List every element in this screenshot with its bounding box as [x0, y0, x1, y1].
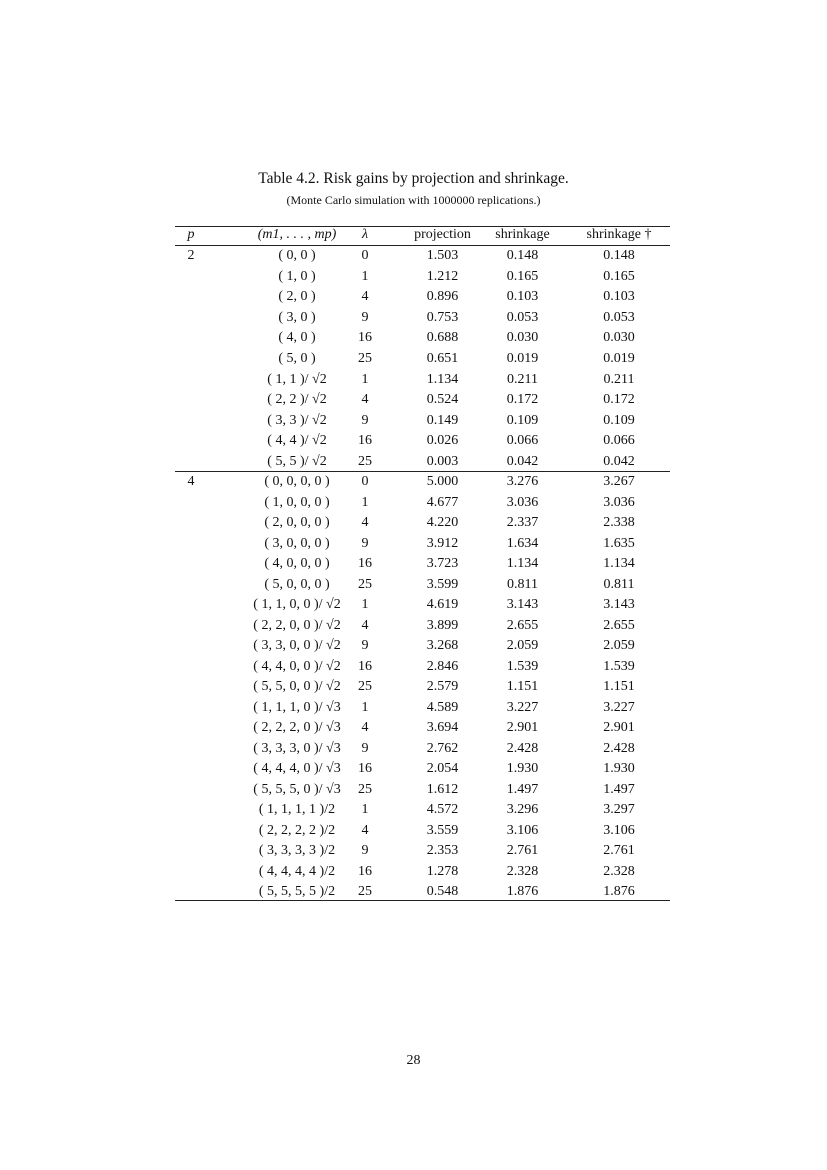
cell-shrinkage-dagger: 2.328 — [603, 863, 635, 879]
cell-shrinkage-dagger: 0.053 — [603, 309, 635, 325]
cell-lambda: 25 — [358, 884, 372, 899]
table-row — [175, 657, 670, 678]
cell-lambda: 25 — [358, 351, 372, 366]
cell-lambda: 25 — [358, 781, 372, 797]
cell-lambda: 16 — [358, 863, 372, 879]
cell-shrinkage-dagger: 1.930 — [603, 761, 635, 776]
cell-shrinkage: 2.428 — [506, 740, 539, 756]
header-p: p — [187, 227, 195, 242]
table-row — [175, 800, 670, 821]
cell-m: ( 1, 0, 0, 0 ) — [264, 494, 330, 510]
cell-shrinkage-dagger: 2.761 — [603, 843, 635, 858]
cell-shrinkage: 0.066 — [506, 433, 539, 449]
cell-projection: 1.503 — [426, 248, 459, 263]
cell-projection: 0.003 — [426, 454, 459, 469]
cell-m: ( 4, 0, 0, 0 ) — [264, 556, 330, 571]
cell-lambda: 4 — [361, 720, 369, 735]
cell-shrinkage-dagger: 3.036 — [603, 494, 635, 510]
cell-shrinkage: 1.497 — [506, 781, 539, 797]
cell-lambda: 16 — [358, 556, 372, 571]
cell-shrinkage-dagger: 1.497 — [603, 781, 635, 797]
cell-m: ( 3, 3, 0, 0 )/ √2 — [253, 638, 341, 653]
header-shrinkage: shrinkage — [495, 227, 550, 242]
cell-shrinkage-dagger: 0.211 — [603, 371, 635, 387]
cell-projection: 4.677 — [426, 494, 459, 510]
table-row — [175, 554, 670, 575]
cell-projection: 0.149 — [426, 412, 459, 428]
cell-lambda: 16 — [358, 658, 372, 674]
cell-m: ( 4, 4, 4, 0 )/ √3 — [253, 761, 341, 776]
cell-projection: 0.753 — [426, 309, 459, 325]
cell-m: ( 0, 0 ) — [278, 248, 316, 263]
cell-shrinkage: 0.165 — [506, 268, 539, 284]
cell-shrinkage-dagger: 0.066 — [603, 433, 635, 449]
cell-shrinkage: 0.109 — [506, 412, 539, 428]
table-row — [175, 882, 670, 903]
table-row — [175, 636, 670, 657]
table-row — [175, 513, 670, 534]
table-row — [175, 452, 670, 473]
cell-shrinkage-dagger: 1.134 — [603, 556, 635, 571]
cell-shrinkage: 2.761 — [506, 843, 539, 858]
cell-lambda: 1 — [361, 268, 369, 284]
cell-projection: 1.212 — [426, 268, 459, 284]
cell-shrinkage-dagger: 2.428 — [603, 740, 635, 756]
table-row — [175, 411, 670, 432]
table-row — [175, 472, 670, 493]
cell-projection: 2.353 — [426, 843, 459, 858]
cell-shrinkage: 1.539 — [506, 658, 539, 674]
cell-shrinkage: 1.134 — [506, 556, 539, 571]
cell-shrinkage: 0.211 — [507, 371, 538, 387]
cell-shrinkage-dagger: 1.635 — [603, 535, 635, 551]
cell-lambda: 0 — [361, 474, 369, 489]
cell-m: ( 1, 1, 0, 0 )/ √2 — [253, 597, 341, 612]
cell-m: ( 2, 0 ) — [278, 289, 316, 305]
header-shrinkage-dagger: shrinkage † — [586, 227, 652, 242]
cell-m: ( 3, 3, 3, 0 )/ √3 — [253, 740, 341, 756]
cell-shrinkage: 0.148 — [506, 248, 539, 263]
cell-lambda: 9 — [361, 638, 369, 653]
group-p-label: 2 — [187, 248, 195, 263]
cell-lambda: 4 — [361, 822, 369, 838]
cell-m: ( 1, 1, 1, 1 )/2 — [258, 802, 336, 817]
cell-lambda: 9 — [361, 843, 369, 858]
table-row — [175, 493, 670, 514]
header-lambda: λ — [361, 227, 369, 242]
cell-shrinkage: 2.328 — [506, 863, 539, 879]
table-row — [175, 349, 670, 370]
table-row — [175, 862, 670, 883]
cell-lambda: 1 — [361, 494, 369, 510]
cell-lambda: 9 — [361, 740, 369, 756]
cell-shrinkage-dagger: 3.227 — [603, 699, 635, 715]
cell-projection: 0.651 — [426, 351, 459, 366]
cell-m: ( 4, 4, 4, 4 )/2 — [258, 863, 336, 879]
cell-shrinkage-dagger: 3.143 — [603, 597, 635, 612]
cell-lambda: 25 — [358, 576, 372, 592]
cell-m: ( 5, 5, 0, 0 )/ √2 — [253, 679, 341, 694]
cell-m: ( 3, 0 ) — [278, 309, 316, 325]
cell-lambda: 16 — [358, 761, 372, 776]
cell-projection: 3.268 — [426, 638, 459, 653]
cell-lambda: 1 — [361, 802, 369, 817]
cell-lambda: 9 — [361, 535, 369, 551]
table-row — [175, 698, 670, 719]
cell-projection: 0.688 — [426, 330, 459, 346]
group-p-label: 4 — [187, 474, 195, 489]
cell-shrinkage-dagger: 1.876 — [603, 884, 635, 899]
cell-shrinkage-dagger: 2.901 — [603, 720, 635, 735]
cell-lambda: 4 — [361, 289, 369, 305]
table-row — [175, 328, 670, 349]
header-row — [175, 225, 670, 246]
cell-projection: 3.899 — [426, 617, 459, 633]
cell-shrinkage: 2.655 — [506, 617, 539, 633]
table-row — [175, 575, 670, 596]
cell-shrinkage-dagger: 1.539 — [603, 658, 635, 674]
cell-m: ( 2, 0, 0, 0 ) — [264, 515, 330, 530]
table-row — [175, 267, 670, 288]
cell-lambda: 1 — [361, 597, 369, 612]
table-row — [175, 308, 670, 329]
cell-shrinkage-dagger: 3.267 — [603, 474, 635, 489]
page-number: 28 — [406, 1053, 421, 1068]
cell-lambda: 16 — [358, 330, 372, 346]
cell-projection: 3.599 — [426, 576, 459, 592]
table-row — [175, 246, 670, 267]
cell-m: ( 1, 1 )/ √2 — [267, 371, 327, 387]
header-projection: projection — [414, 227, 471, 242]
cell-shrinkage-dagger: 0.811 — [603, 576, 635, 592]
cell-shrinkage: 3.036 — [506, 494, 539, 510]
cell-m: ( 4, 4 )/ √2 — [267, 433, 327, 449]
cell-lambda: 1 — [361, 699, 369, 715]
cell-projection: 1.278 — [426, 863, 459, 879]
cell-m: ( 3, 0, 0, 0 ) — [264, 535, 330, 551]
cell-projection: 1.612 — [426, 781, 459, 797]
cell-m: ( 4, 0 ) — [278, 330, 316, 346]
table-row — [175, 718, 670, 739]
cell-shrinkage-dagger: 0.165 — [603, 268, 635, 284]
cell-shrinkage-dagger: 1.151 — [603, 679, 635, 694]
cell-m: ( 2, 2, 0, 0 )/ √2 — [253, 617, 341, 633]
table-row — [175, 677, 670, 698]
table-title: Table 4.2. Risk gains by projection and shrinkage. — [258, 170, 569, 187]
table-row — [175, 821, 670, 842]
table-row — [175, 390, 670, 411]
table-subtitle: (Monte Carlo simulation with 1000000 replications.) — [286, 193, 541, 207]
cell-m: ( 2, 2, 2, 0 )/ √3 — [253, 720, 341, 735]
cell-shrinkage-dagger: 0.172 — [603, 392, 635, 408]
cell-shrinkage: 2.337 — [506, 515, 539, 530]
cell-m: ( 1, 1, 1, 0 )/ √3 — [253, 699, 341, 715]
cell-shrinkage-dagger: 0.042 — [603, 454, 635, 469]
cell-shrinkage: 2.059 — [506, 638, 539, 653]
cell-shrinkage-dagger: 2.338 — [603, 515, 635, 530]
table-row — [175, 739, 670, 760]
cell-projection: 2.762 — [426, 740, 459, 756]
cell-projection: 5.000 — [426, 474, 459, 489]
cell-shrinkage-dagger: 0.109 — [603, 412, 635, 428]
cell-shrinkage: 3.276 — [506, 474, 539, 489]
cell-projection: 2.054 — [426, 761, 459, 776]
cell-lambda: 4 — [361, 617, 369, 633]
cell-lambda: 4 — [361, 392, 369, 408]
cell-shrinkage: 3.227 — [506, 699, 539, 715]
table-row — [175, 616, 670, 637]
cell-projection: 4.589 — [426, 699, 459, 715]
cell-lambda: 9 — [361, 309, 369, 325]
cell-projection: 2.846 — [426, 658, 459, 674]
cell-shrinkage: 0.042 — [506, 454, 539, 469]
cell-m: ( 2, 2, 2, 2 )/2 — [258, 822, 336, 838]
cell-projection: 0.026 — [426, 433, 459, 449]
cell-m: ( 5, 5, 5, 0 )/ √3 — [253, 781, 341, 797]
cell-m: ( 5, 5, 5, 5 )/2 — [258, 884, 336, 899]
cell-shrinkage-dagger: 0.030 — [603, 330, 635, 346]
cell-lambda: 4 — [361, 515, 369, 530]
cell-projection: 2.579 — [426, 679, 459, 694]
table-row — [175, 759, 670, 780]
cell-m: ( 3, 3 )/ √2 — [267, 412, 327, 428]
cell-shrinkage: 0.019 — [506, 351, 539, 366]
cell-shrinkage-dagger: 0.148 — [603, 248, 635, 263]
cell-shrinkage-dagger: 0.103 — [603, 289, 635, 305]
cell-m: ( 3, 3, 3, 3 )/2 — [258, 843, 336, 858]
cell-shrinkage: 0.811 — [507, 576, 538, 592]
cell-projection: 0.524 — [426, 392, 459, 408]
table-row — [175, 595, 670, 616]
cell-lambda: 25 — [358, 454, 372, 469]
cell-shrinkage: 0.103 — [506, 289, 539, 305]
cell-m: ( 5, 0, 0, 0 ) — [264, 576, 330, 592]
cell-lambda: 0 — [361, 248, 369, 263]
cell-projection: 3.694 — [426, 720, 459, 735]
cell-shrinkage-dagger: 2.655 — [603, 617, 635, 633]
cell-projection: 0.896 — [426, 289, 459, 305]
cell-shrinkage: 0.172 — [506, 392, 539, 408]
cell-shrinkage: 1.930 — [506, 761, 539, 776]
cell-m: ( 4, 4, 0, 0 )/ √2 — [253, 658, 341, 674]
table-row — [175, 534, 670, 555]
cell-m: ( 0, 0, 0, 0 ) — [264, 474, 330, 489]
cell-shrinkage: 2.901 — [506, 720, 539, 735]
cell-m: ( 2, 2 )/ √2 — [267, 392, 327, 408]
cell-shrinkage: 0.030 — [506, 330, 539, 346]
cell-shrinkage: 3.106 — [506, 822, 539, 838]
cell-shrinkage: 1.876 — [506, 884, 539, 899]
cell-projection: 0.548 — [426, 884, 459, 899]
cell-m: ( 5, 0 ) — [278, 351, 316, 366]
cell-projection: 4.572 — [426, 802, 459, 817]
table-row — [175, 287, 670, 308]
table-row — [175, 780, 670, 801]
cell-lambda: 1 — [361, 371, 369, 387]
cell-projection: 3.723 — [426, 556, 459, 571]
cell-shrinkage-dagger: 2.059 — [603, 638, 635, 653]
cell-lambda: 16 — [358, 433, 372, 449]
cell-shrinkage: 3.143 — [506, 597, 539, 612]
cell-projection: 1.134 — [426, 371, 459, 387]
header-m: (m1, . . . , mp) — [257, 227, 337, 242]
cell-lambda: 25 — [358, 679, 372, 694]
cell-shrinkage-dagger: 3.106 — [603, 822, 635, 838]
cell-projection: 3.559 — [426, 822, 459, 838]
table-row — [175, 841, 670, 862]
cell-projection: 4.619 — [426, 597, 459, 612]
cell-shrinkage: 1.634 — [506, 535, 539, 551]
cell-shrinkage-dagger: 3.297 — [603, 802, 635, 817]
table-row — [175, 431, 670, 452]
cell-shrinkage: 3.296 — [506, 802, 539, 817]
cell-lambda: 9 — [361, 412, 369, 428]
cell-shrinkage-dagger: 0.019 — [603, 351, 635, 366]
table-row — [175, 370, 670, 391]
cell-m: ( 5, 5 )/ √2 — [267, 454, 327, 469]
cell-shrinkage: 1.151 — [506, 679, 539, 694]
cell-shrinkage: 0.053 — [506, 309, 539, 325]
cell-projection: 4.220 — [426, 515, 459, 530]
cell-projection: 3.912 — [426, 535, 459, 551]
cell-m: ( 1, 0 ) — [278, 268, 316, 284]
